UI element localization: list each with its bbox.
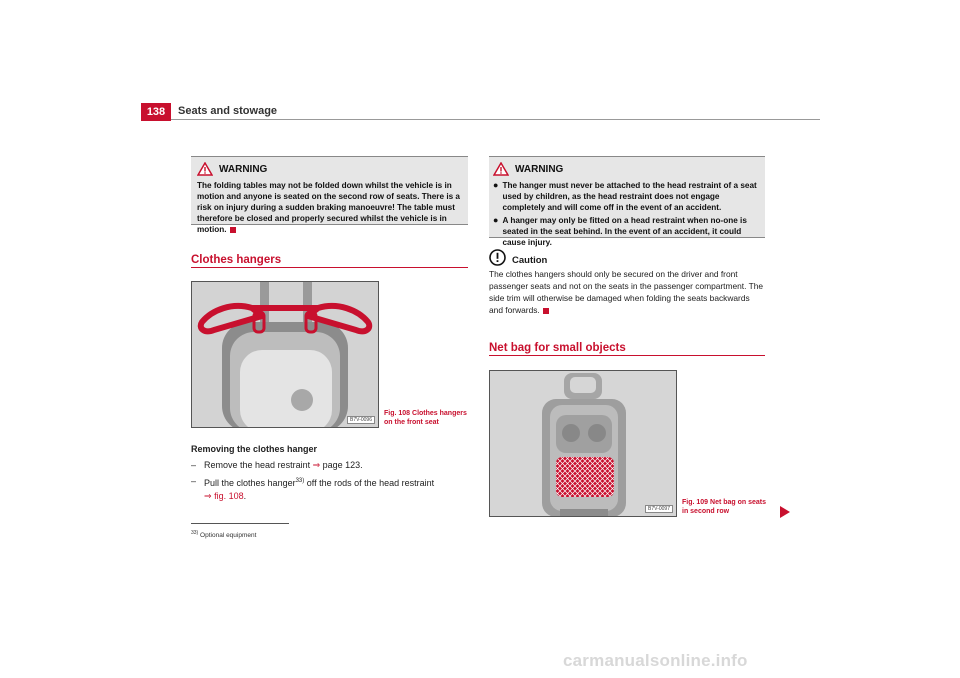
subheading: Removing the clothes hanger bbox=[191, 444, 318, 454]
bullet-dot: ● bbox=[493, 215, 499, 225]
net-bag-illustration bbox=[490, 371, 676, 516]
warning-heading-label: WARNING bbox=[219, 163, 268, 175]
section-rule bbox=[489, 355, 765, 356]
continue-arrow-icon bbox=[780, 506, 790, 518]
section-title-clothes-hangers: Clothes hangers bbox=[191, 254, 282, 266]
watermark: carmanualsonline.info bbox=[563, 651, 748, 670]
clothes-hanger-illustration bbox=[192, 282, 378, 427]
page-link[interactable]: page 123. bbox=[320, 460, 363, 470]
warning-heading bbox=[197, 162, 463, 176]
warning-box-right bbox=[489, 156, 765, 247]
end-of-section-mark bbox=[543, 308, 549, 314]
warning-text: The folding tables may not be folded down whilst the vehicle is in motion and anyone is seated on the second row of seats. There is a risk on injury during a sudden braking manoeuvre! The table must therefore be closed and properly secured whilst the vehicle is in motion. bbox=[197, 181, 460, 234]
section-rule bbox=[191, 267, 468, 268]
footnote-marker[interactable]: 33) bbox=[295, 478, 305, 484]
xref-arrow: ⇒ bbox=[204, 491, 212, 501]
xref-arrow: ⇒ bbox=[312, 460, 321, 470]
page-number: 138 bbox=[141, 103, 171, 121]
figure-109 bbox=[489, 370, 677, 517]
removal-instructions bbox=[191, 443, 468, 503]
warning-box-left bbox=[191, 156, 468, 234]
figure-108 bbox=[191, 281, 379, 428]
caution-text: The clothes hangers should only be secured on the driver and front passenger seats and not on the seats in the passenger compartment. The side trim will otherwise be damaged when folding the seats backwards and forwards. bbox=[489, 269, 764, 315]
figure-108-caption: Fig. 108 Clothes hangers on the front seat bbox=[384, 410, 467, 426]
step-1: – Remove the head restraint ⇒ page 123. bbox=[191, 460, 363, 470]
caution-icon bbox=[489, 249, 506, 266]
caution-label: Caution bbox=[512, 255, 548, 266]
section-title-net-bag: Net bag for small objects bbox=[489, 342, 626, 354]
step-2: – Pull the clothes hanger$^{33)}$ off the rods of the head restraint ⇒ fig. 108. bbox=[191, 476, 435, 501]
header-rule bbox=[171, 119, 820, 120]
figure-109-caption: Fig. 109 Net bag on seats in second row bbox=[682, 499, 767, 515]
figure-link[interactable]: fig. 108 bbox=[214, 491, 244, 501]
bullet-dot: ● bbox=[493, 180, 499, 190]
footnote: $^{33)}$ Optional equipment bbox=[191, 530, 257, 540]
warning-triangle-icon bbox=[493, 162, 509, 176]
running-title: Seats and stowage bbox=[178, 105, 278, 117]
caution-heading bbox=[489, 249, 547, 266]
warning-bullet-2: ● A hanger may only be fitted on a head restraint when no-one is seated in the seat behind. In the event of an accident, it could cause injury. bbox=[493, 215, 747, 247]
warning-heading-label: WARNING bbox=[515, 163, 564, 175]
footnote-rule bbox=[191, 523, 289, 524]
figure-id-label: B7V-0097 bbox=[645, 505, 673, 513]
warning-heading bbox=[493, 162, 760, 176]
figure-id-label: B7V-0096 bbox=[347, 416, 375, 424]
warning-bullet-1: ● The hanger must never be attached to the head restraint of a seat used by children, as the head restraint does not engage completely and will come off in the event of an accident. bbox=[493, 180, 757, 212]
warning-triangle-icon bbox=[197, 162, 213, 176]
end-of-section-mark bbox=[230, 227, 236, 233]
